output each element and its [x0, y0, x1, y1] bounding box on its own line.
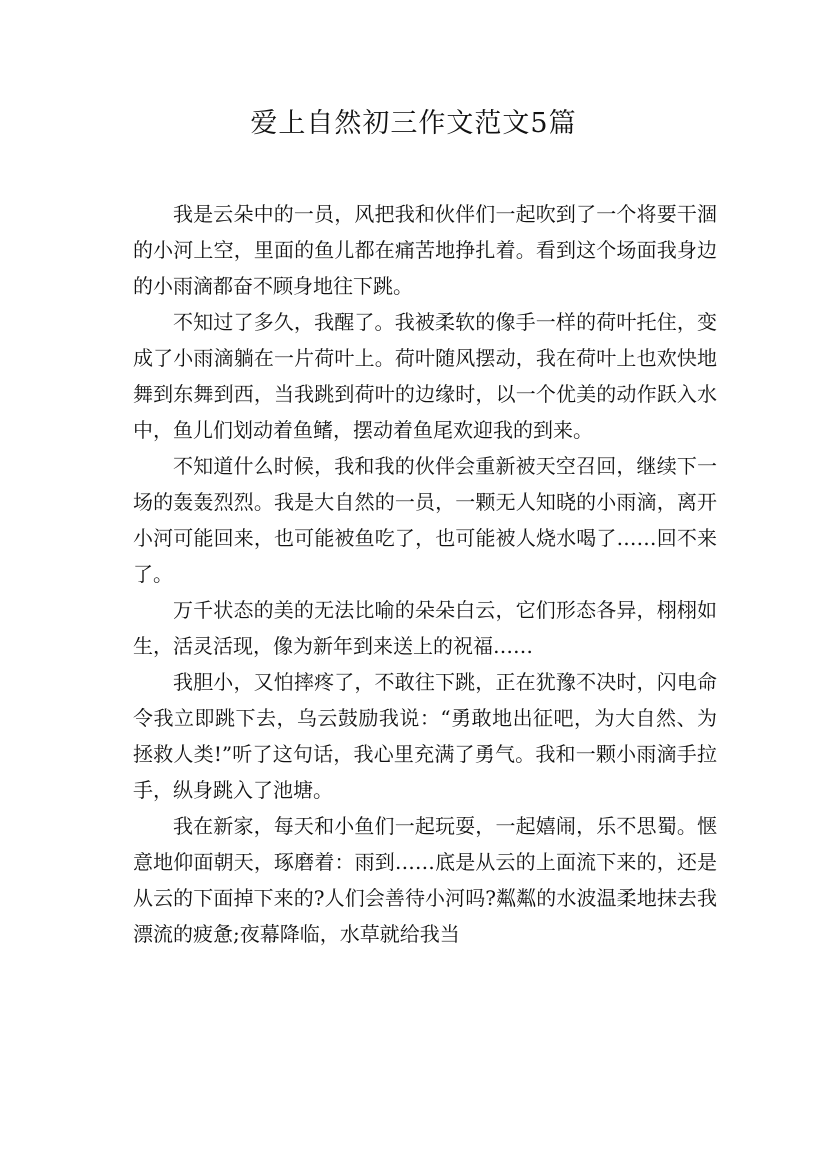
document-body	[133, 196, 717, 952]
paragraph: 我在新家，每天和小鱼们一起玩耍，一起嬉闹，乐不思蜀。惬意地仰面朝天，琢磨着：雨到……底是从云的上面流下来的，还是从云的下面掉下来的?人们会善待小河吗?粼粼的水波温柔地抹去我漂流的疲惫;夜幕降临，水草就给我当	[133, 814, 717, 946]
paragraph: 不知道什么时候，我和我的伙伴会重新被天空召回，继续下一场的轰轰烈烈。我是大自然的一员，一颗无人知晓的小雨滴，离开小河可能回来，也可能被鱼吃了，也可能被人烧水喝了……回不来了。	[133, 454, 717, 586]
paragraph: 万千状态的美的无法比喻的朵朵白云，它们形态各异，栩栩如生，活灵活现，像为新年到来送上的祝福……	[133, 598, 717, 658]
paragraph: 不知过了多久，我醒了。我被柔软的像手一样的荷叶托住，变成了小雨滴躺在一片荷叶上。荷叶随风摆动，我在荷叶上也欢快地舞到东舞到西，当我跳到荷叶的边缘时，以一个优美的动作跃入水中，鱼儿们划动着鱼鳍，摆动着鱼尾欢迎我的到来。	[133, 310, 717, 442]
paragraph: 我胆小，又怕摔疼了，不敢往下跳，正在犹豫不决时，闪电命令我立即跳下去，乌云鼓励我说：“勇敢地出征吧，为大自然、为拯救人类!”听了这句话，我心里充满了勇气。我和一颗小雨滴手拉手，纵身跳入了池塘。	[133, 670, 717, 802]
document-title: 爱上自然初三作文范文5篇	[250, 108, 577, 139]
paragraph: 我是云朵中的一员，风把我和伙伴们一起吹到了一个将要干涸的小河上空，里面的鱼儿都在痛苦地挣扎着。看到这个场面我身边的小雨滴都奋不顾身地往下跳。	[133, 202, 717, 298]
